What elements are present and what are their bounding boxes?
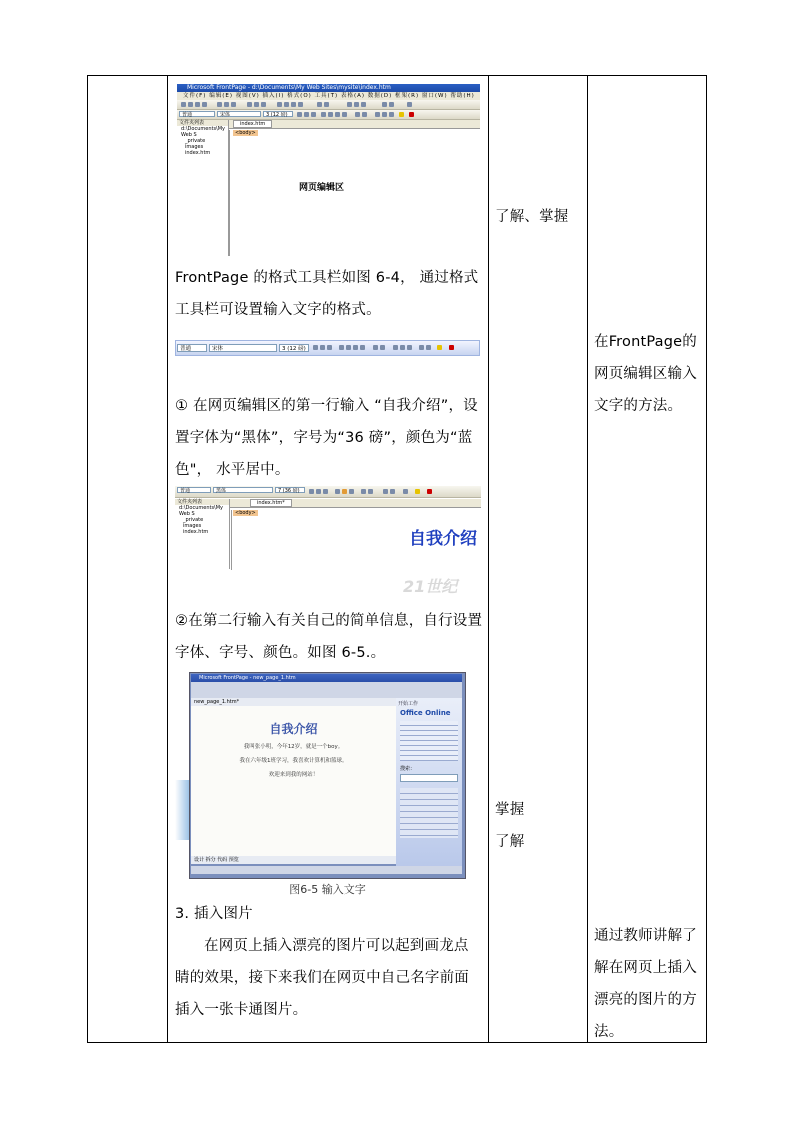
- status-bar: [191, 866, 462, 874]
- tree-item[interactable]: index.htm: [185, 150, 211, 156]
- step1-instruction: ① 在网页编辑区的第一行输入 “自我介绍”，设置字体为“黑体”，字号为“36 磅”，颜色为“蓝色"， 水平居中。: [175, 398, 478, 478]
- objective-note-1: 了解、掌握: [495, 209, 569, 225]
- tree-item[interactable]: images: [183, 523, 202, 529]
- font-combo[interactable]: 黑体: [213, 487, 273, 493]
- step2-instruction: ②在第二行输入有关自己的简单信息，自行设置字体、字号、颜色。如图 6-5.。: [175, 613, 483, 661]
- page-heading: 自我介绍: [269, 722, 318, 736]
- tree-item[interactable]: _private: [185, 138, 206, 144]
- tree-item[interactable]: d:\Documents\My Web S: [179, 505, 224, 517]
- column-divider: [167, 76, 168, 1042]
- format-toolbar: [175, 486, 481, 498]
- font-combo[interactable]: 宋体: [217, 111, 261, 117]
- tab-index[interactable]: index.htm: [233, 120, 272, 128]
- editor-tabs: [229, 120, 480, 129]
- frontpage-window-screenshot: [177, 84, 480, 256]
- intro-line: 我叫张小明，今年12岁，就是一个boy。: [243, 744, 344, 750]
- tree-item[interactable]: _private: [183, 517, 204, 523]
- folder-list-pane: [175, 499, 230, 569]
- tree-item[interactable]: index.htm: [183, 529, 209, 535]
- body-tag: <body>: [235, 130, 256, 136]
- standard-toolbar: [177, 100, 480, 110]
- editor-area: [191, 706, 396, 856]
- edit-area-label: 网页编辑区: [299, 183, 345, 193]
- paragraph-toolbar-intro: FrontPage 的格式工具栏如图 6-4， 通过格式工具栏可设置输入文字的格式。: [175, 270, 479, 318]
- format-toolbar-screenshot: [175, 340, 480, 362]
- intro-line: 欢迎来到我的网站！: [268, 772, 319, 778]
- size-combo[interactable]: 7 (36 磅): [275, 487, 305, 493]
- toolbars: [191, 682, 462, 698]
- objective-note-2a: 掌握: [495, 802, 525, 818]
- figure-caption: 图6-5 输入文字: [289, 883, 366, 896]
- format-toolbar: [177, 110, 480, 120]
- task-pane: [396, 698, 462, 868]
- section-insert-image-heading: 3. 插入图片: [175, 906, 253, 922]
- task-pane-search-label: 搜索：: [400, 766, 416, 772]
- font-combo[interactable]: 宋体: [209, 344, 277, 352]
- office-online-brand: Office Online: [400, 709, 451, 717]
- task-pane-search-input[interactable]: [400, 774, 458, 782]
- pane-title: 文件夹列表: [175, 499, 229, 505]
- column-divider: [488, 76, 489, 1042]
- editor-tabs: [230, 499, 481, 508]
- task-pane-title: 开始工作: [398, 701, 419, 707]
- objective-note-2b: 了解: [495, 834, 525, 850]
- tag-bar: <body>: [235, 510, 256, 516]
- style-combo[interactable]: 普通: [177, 344, 207, 352]
- method-note-2: 通过教师讲解了解在网页上插入漂亮的图片的方法。: [594, 928, 697, 1040]
- tree-item[interactable]: images: [185, 144, 204, 150]
- figure-6-5-screenshot: [175, 670, 480, 898]
- tree-item[interactable]: d:\Documents\My Web S: [181, 126, 226, 138]
- method-note-1: 在FrontPage的网页编辑区输入文字的方法。: [594, 334, 697, 414]
- style-combo[interactable]: 普通: [177, 487, 211, 493]
- style-combo[interactable]: 普通: [179, 111, 215, 117]
- column-divider: [587, 76, 588, 1042]
- menu-bar: 文件(F) 编辑(E) 视图(V) 插入(I) 格式(O) 工具(T) 表格(A) 数据(D) 框架(R) 窗口(W) 帮助(H): [177, 92, 480, 100]
- paragraph-insert-image: 在网页上插入漂亮的图片可以起到画龙点睛的效果，接下来我们在网页中自己名字前面插入一张卡通图片。: [175, 938, 469, 1018]
- folder-list-pane: [177, 120, 229, 256]
- view-tabs[interactable]: 设计 拆分 代码 预览: [191, 856, 396, 864]
- heading-entered-screenshot: 普通 黑体 7 (36 磅) 文件夹列表 d:\Documents\My Web S _private images index.htm index.htm* <body> 自我介绍 21世纪: [175, 486, 481, 596]
- heading-preview: 自我介绍: [409, 529, 477, 549]
- size-combo[interactable]: 3 (12 磅): [263, 111, 293, 117]
- window-title: Microsoft FrontPage - new_page_1.htm: [191, 674, 462, 682]
- pane-title: 文件夹列表: [177, 120, 228, 126]
- window-title: Microsoft FrontPage - d:\Documents\My Web Sites\mysite\index.htm: [177, 84, 480, 92]
- intro-line: 我在六年级1班学习，我喜欢计算机和篮球。: [239, 758, 348, 764]
- tab-index[interactable]: index.htm*: [250, 499, 292, 507]
- size-combo[interactable]: 3 (12 磅): [279, 344, 309, 352]
- tab-new-page[interactable]: new_page_1.htm*: [191, 698, 396, 706]
